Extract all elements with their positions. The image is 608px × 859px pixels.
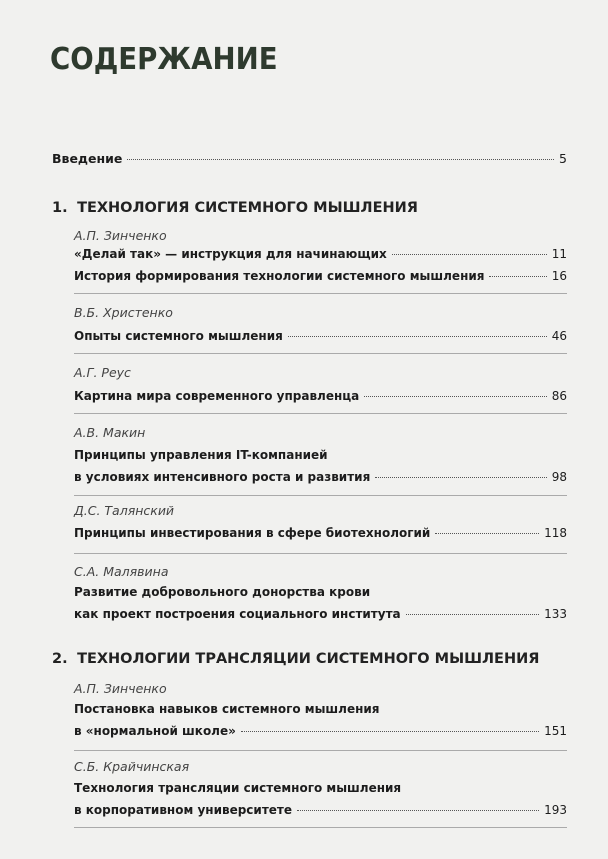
- divider: [74, 827, 567, 828]
- toc-entry-title: как проект построения социального института: [74, 607, 401, 621]
- page-title: СОДЕРЖАНИЕ: [50, 42, 278, 77]
- toc-line: [74, 388, 567, 411]
- section-number: 2.: [52, 651, 68, 667]
- toc-entry-title: Введение: [52, 151, 123, 166]
- leader-dots: [489, 276, 546, 277]
- page-number: 46: [551, 329, 567, 343]
- toc-line: [74, 469, 567, 492]
- page-number: 11: [551, 247, 567, 261]
- toc-entry-title: Развитие добровольного донорства крови: [74, 585, 371, 599]
- toc-line: [52, 151, 567, 174]
- toc-line: [74, 268, 567, 291]
- toc-entry: [74, 701, 567, 746]
- divider: [74, 495, 567, 496]
- leader-dots: [392, 254, 547, 255]
- toc-line: [74, 701, 567, 723]
- toc-line: [74, 447, 567, 469]
- author-name: С.А. Малявина: [74, 564, 169, 579]
- toc-entry: [74, 525, 567, 548]
- leader-dots: [127, 159, 554, 160]
- toc-entry-title: Картина мира современного управленца: [74, 389, 360, 403]
- toc-entry: [74, 780, 567, 825]
- page-number: 98: [551, 470, 567, 484]
- author-name: А.В. Макин: [74, 425, 146, 440]
- leader-dots: [435, 533, 539, 534]
- author-name: А.П. Зинченко: [74, 228, 167, 243]
- section-title: ТЕХНОЛОГИИ ТРАНСЛЯЦИИ СИСТЕМНОГО МЫШЛЕНИЯ: [77, 651, 540, 667]
- leader-dots: [406, 614, 539, 615]
- section-title: ТЕХНОЛОГИЯ СИСТЕМНОГО МЫШЛЕНИЯ: [77, 200, 418, 216]
- page-number: 193: [544, 803, 567, 817]
- leader-dots: [288, 336, 547, 337]
- toc-entry-title: в корпоративном университете: [74, 803, 293, 817]
- toc-line: [74, 780, 567, 802]
- toc-entry-title: Принципы инвестирования в сфере биотехнологий: [74, 526, 431, 540]
- toc-entry-title: в «нормальной школе»: [74, 724, 236, 738]
- divider: [74, 750, 567, 751]
- leader-dots: [297, 810, 539, 811]
- toc-line: [74, 606, 567, 629]
- author-name: С.Б. Крайчинская: [74, 759, 190, 774]
- section-heading: [52, 200, 572, 216]
- toc-entry: [74, 246, 567, 269]
- toc-entry: [74, 584, 567, 629]
- section-heading: [52, 651, 572, 667]
- page-number: 86: [551, 389, 567, 403]
- author-name: А.П. Зинченко: [74, 681, 167, 696]
- toc-entry: [74, 447, 567, 492]
- toc-line: [74, 525, 567, 548]
- toc-line: [74, 328, 567, 351]
- page-number: 5: [559, 151, 567, 166]
- leader-dots: [375, 477, 546, 478]
- toc-entry: [74, 388, 567, 411]
- author-name: В.Б. Христенко: [74, 305, 173, 320]
- toc-entry-title: «Делай так» — инструкция для начинающих: [74, 247, 387, 261]
- page-number: 118: [544, 526, 567, 540]
- author-name: А.Г. Реус: [74, 365, 131, 380]
- toc-entry-title: Опыты системного мышления: [74, 329, 283, 343]
- toc-entry: [74, 328, 567, 351]
- author-name: Д.С. Талянский: [74, 503, 175, 518]
- toc-line: [74, 802, 567, 825]
- divider: [74, 413, 567, 414]
- toc-entry-title: Принципы управления IT-компанией: [74, 448, 328, 462]
- divider: [74, 293, 567, 294]
- page-number: 133: [544, 607, 567, 621]
- toc-intro-entry: [52, 151, 567, 174]
- page-number: 16: [551, 269, 567, 283]
- leader-dots: [241, 731, 539, 732]
- toc-entry-title: История формирования технологии системного мышления: [74, 269, 485, 283]
- page-number: 151: [544, 724, 567, 738]
- toc-entry-title: в условиях интенсивного роста и развития: [74, 470, 371, 484]
- toc-entry-title: Постановка навыков системного мышления: [74, 702, 380, 716]
- divider: [74, 553, 567, 554]
- section-number: 1.: [52, 200, 68, 216]
- toc-line: [74, 246, 567, 269]
- toc-entry-title: Технология трансляции системного мышления: [74, 781, 402, 795]
- divider: [74, 353, 567, 354]
- toc-line: [74, 723, 567, 746]
- toc-line: [74, 584, 567, 606]
- leader-dots: [364, 396, 546, 397]
- toc-entry: [74, 268, 567, 291]
